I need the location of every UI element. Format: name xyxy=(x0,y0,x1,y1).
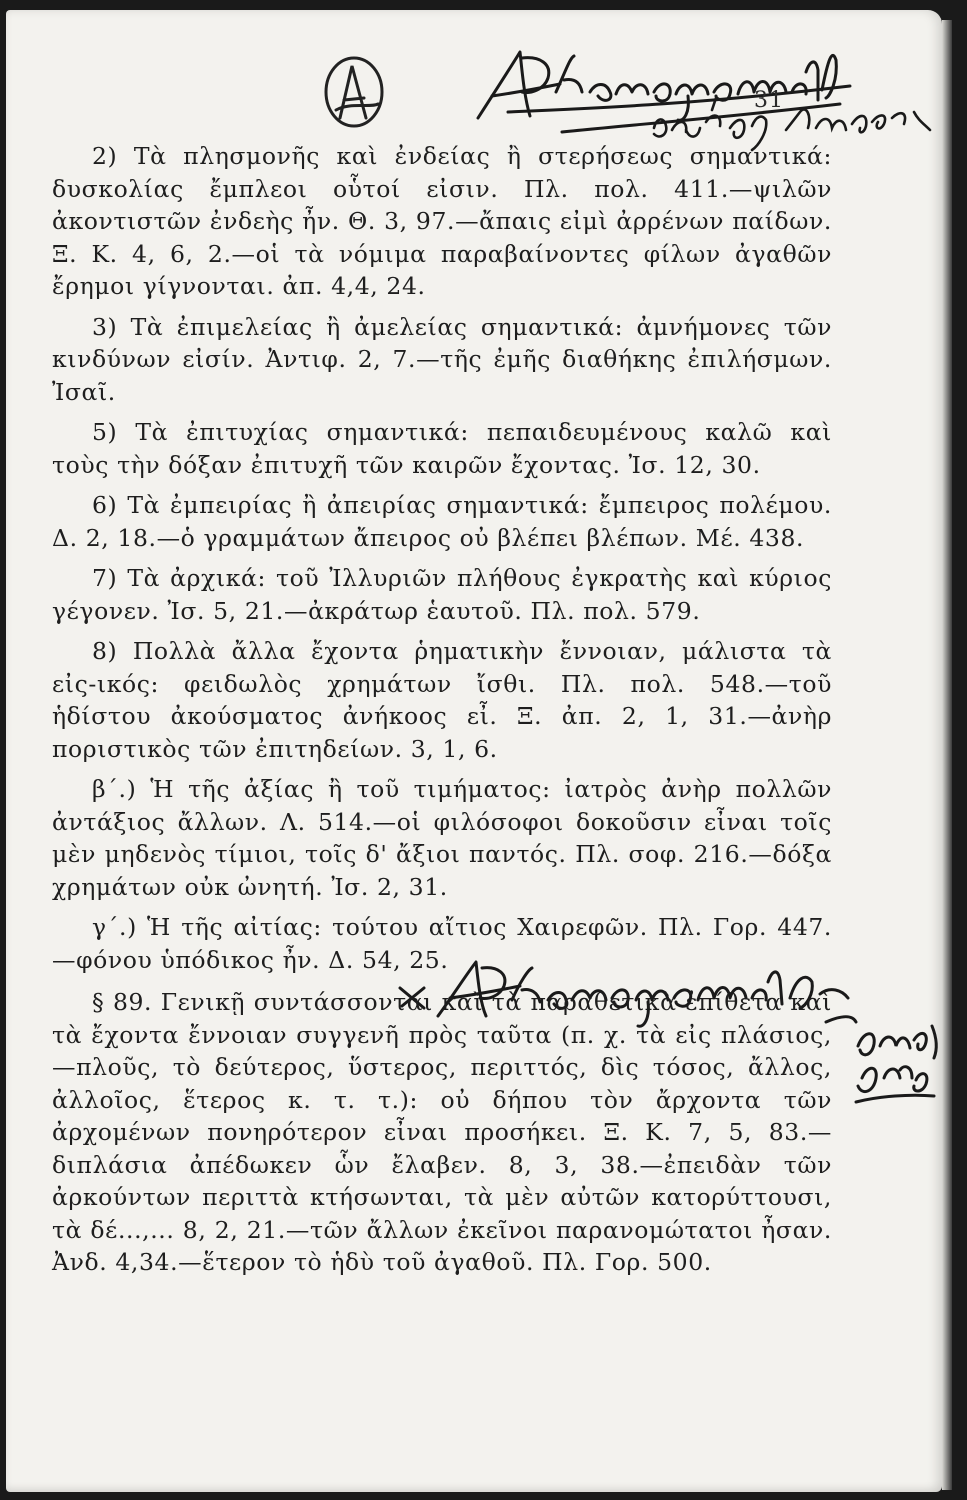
paragraph-8: 8) Πολλὰ ἄλλα ἔχοντα ῥηματικὴν ἔννοιαν, μάλιστα τὰ εἰς-ικός: φειδωλὸς χρημάτων ἴσθι. Πλ. πολ. 548.—τοῦ ἡδίστου ἀκούσματος ἀνήκοος εἶ. Ξ. ἀπ. 2, 1, 31.—ἀνὴρ ποριστικὸς τῶν ἐπιτηδείων. 3, 1, 6. xyxy=(52,637,832,763)
paragraph-gamma: γ΄.) Ἡ τῆς αἰτίας: τούτου αἴτιος Χαιρεφῶν. Πλ. Γορ. 447.—φόνου ὑπόδικος ἦν. Δ. 54, 25. xyxy=(52,913,832,974)
handwritten-note-margin-icon xyxy=(826,1017,936,1102)
paragraph-5: 5) Τὰ ἐπιτυχίας σημαντικά: πεπαιδευμένους καλῶ καὶ τοὺς τὴν δόξαν ἐπιτυχῆ τῶν καιρῶν ἔχοντας. Ἰσ. 12, 30. xyxy=(52,418,832,479)
page-body-text xyxy=(52,140,832,1287)
page-number: 31 xyxy=(754,88,784,113)
paragraph-beta: β΄.) Ἡ τῆς ἀξίας ἢ τοῦ τιμήματος: ἰατρὸς ἀνὴρ πολλῶν ἀντάξιος ἄλλων. Λ. 514.—οἱ φιλόσοφοι δοκοῦσιν εἶναι τοῖς μὲν μηδενὸς τίμιοι, τοῖς δ' ἄξιοι παντός. Πλ. σοφ. 216.—δόξα χρημάτων οὐκ ὠνητή. Ἰσ. 2, 31. xyxy=(52,775,832,901)
paragraph-3: 3) Τὰ ἐπιμελείας ἢ ἀμελείας σημαντικά: ἀμνήμονες τῶν κινδύνων εἰσίν. Ἀντιφ. 2, 7.—τῆς ἐμῆς διαθήκης ἐπιλήσμων. Ἰσαῖ. xyxy=(52,312,832,406)
paragraph-2: 2) Τὰ πλησμονῆς καὶ ἐνδείας ἢ στερήσεως σημαντικά: δυσκολίας ἔμπλεοι οὗτοί εἰσιν. Πλ. πολ. 411.—ψιλῶν ἀκοντιστῶν ἐνδεὴς ἦν. Θ. 3, 97.—ἄπαις εἰμὶ ἀρρένων παίδων. Ξ. Κ. 4, 6, 2.—οἱ τὰ νόμιμα παραβαίνοντες φίλων ἀγαθῶν ἔρημοι γίγνονται. ἀπ. 4,4, 24. xyxy=(52,142,832,300)
stamp-mark-icon xyxy=(326,58,382,126)
paragraph-7: 7) Τὰ ἀρχικά: τοῦ Ἰλλυριῶν πλήθους ἐγκρατὴς καὶ κύριος γέγονεν. Ἰσ. 5, 21.—ἀκράτωρ ἑαυτοῦ. Πλ. πολ. 579. xyxy=(52,564,832,625)
paragraph-89: § 89. Γενικῇ συντάσσονται καὶ τὰ παραθετικὰ ἐπίθετα καὶ τὰ ἔχοντα ἔννοιαν συγγενῆ πρὸς ταῦτα (π. χ. τὰ εἰς πλάσιος,—πλοῦς, τὸ δεύτερος, ὕστερος, περιττός, δὶς τόσος, ἄλλος, ἀλλοῖος, ἕτερος κ. τ. τ.): οὐ δήπου τὸν ἄρχοντα τῶν ἀρχομένων πονηρότερον εἶναι προσήκει. Ξ. Κ. 7, 5, 83.—διπλάσια ἀπέδωκεν ὧν ἔλαβεν. 8, 3, 38.—ἐπειδὰν τῶν ἀρκούντων περιττὰ κτήσωνται, τὰ μὲν αὐτῶν κατορύττουσι, τὰ δέ...,... 8, 2, 21.—τῶν ἄλλων ἐκεῖνοι παρανομώτατοι ἦσαν. Ἀνδ. 4,34.—ἕτερον τὸ ἡδὺ τοῦ ἀγαθοῦ. Πλ. Γορ. 500. xyxy=(52,988,832,1276)
paragraph-6: 6) Τὰ ἐμπειρίας ἢ ἀπειρίας σημαντικά: ἔμπειρος πολέμου. Δ. 2, 18.—ὁ γραμμάτων ἄπειρος οὐ βλέπει βλέπων. Μέ. 438. xyxy=(52,491,832,552)
